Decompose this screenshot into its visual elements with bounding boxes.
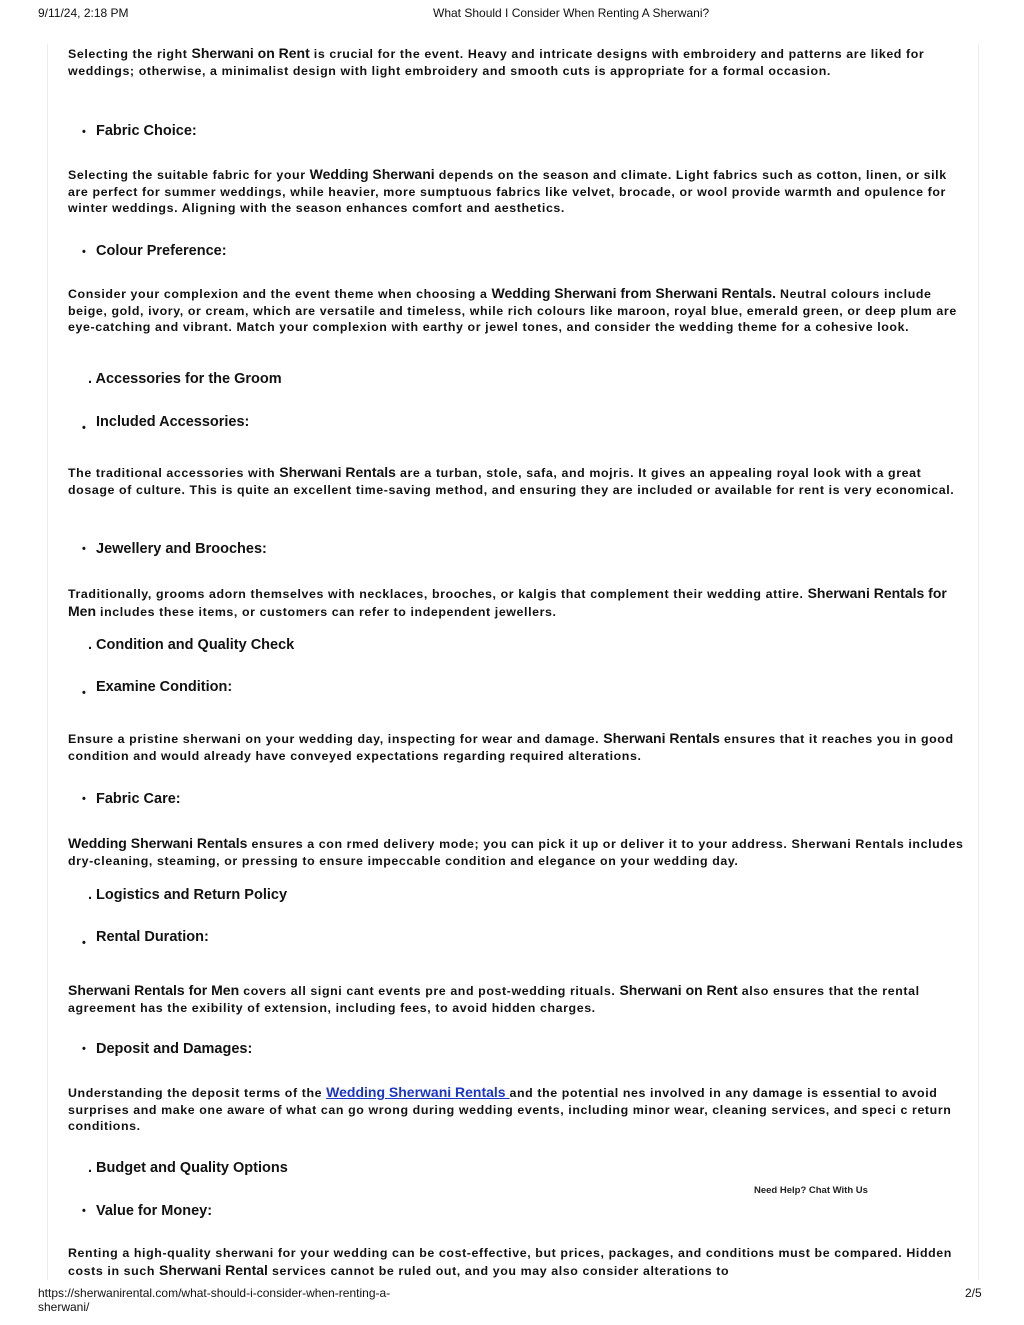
paragraph-condition: Ensure a pristine sherwani on your wedding day, inspecting for wear and damage. Sherwani Rentals ensures that it reaches you in good condition and would already have conveyed expectations regarding required alterations.: [68, 730, 954, 763]
paragraph-jewellery: Traditionally, grooms adorn themselves with necklaces, brooches, or kalgis that complement their wedding attire. Sherwani Rentals for Men includes these items, or customers can refer to independent jewellers.: [68, 585, 947, 619]
chat-help-label[interactable]: Need Help? Chat With Us: [754, 1185, 868, 1196]
bullet-icon: •: [82, 793, 86, 805]
paragraph-accessories: The traditional accessories with Sherwani Rentals are a turban, stole, safa, and mojris. It gives an appealing royal look with a great dosage of culture. This is quite an excellent time-saving method, and ensuring they are included or available for rent is very economical.: [68, 464, 955, 497]
heading-colour-preference: Colour Preference:: [96, 243, 227, 259]
paragraph-fabric: Selecting the suitable fabric for your Wedding Sherwani depends on the season and climate. Light fabrics such as cotton, linen, or silk are perfect for summer weddings, while heavier, more sumptuous fabrics like velvet, brocade, or wool provide warmth and opulence for winter weddings. Aligning with the season enhances comfort and aesthetics.: [68, 166, 947, 215]
section-budget: . Budget and Quality Options: [88, 1160, 288, 1176]
bullet-icon: •: [82, 1043, 86, 1055]
heading-fabric-care: Fabric Care:: [96, 791, 181, 807]
heading-examine-condition: Examine Condition:: [96, 679, 233, 695]
print-title: What Should I Consider When Renting A Sherwani?: [433, 6, 710, 20]
paragraph-colour: Consider your complexion and the event theme when choosing a Wedding Sherwani from Sherwani Rentals. Neutral colours include beige, gold, ivory, or cream, which are versatile and timeless, while rich colours like maroon, royal blue, emerald green, or deep plum are eye-catching and vibrant. Match your complexion with earthy or jewel tones, and consider the wedding theme for a cohesive look.: [68, 285, 957, 334]
paragraph-design: Selecting the right Sherwani on Rent is crucial for the event. Heavy and intricate designs with embroidery and patterns are liked for weddings; otherwise, a minimalist design with light embroidery and smooth cuts is appropriate for a formal occasion.: [68, 45, 925, 78]
paragraph-rental-duration: Sherwani Rentals for Men covers all signi cant events pre and post-wedding rituals. Sherwani on Rent also ensures that the rental agreement has the exibility of extension, including fees, to avoid hidden charges.: [68, 982, 920, 1015]
heading-value-for-money: Value for Money:: [96, 1203, 213, 1219]
bullet-icon: •: [82, 126, 86, 138]
bullet-icon: •: [82, 246, 86, 258]
print-url: [38, 1286, 390, 1314]
bullet-icon: •: [82, 1205, 86, 1217]
bullet-icon: •: [82, 687, 86, 699]
wedding-sherwani-rentals-link[interactable]: Wedding Sherwani Rentals: [326, 1084, 510, 1100]
heading-jewellery: Jewellery and Brooches:: [96, 541, 267, 557]
bullet-icon: •: [82, 543, 86, 555]
section-logistics: . Logistics and Return Policy: [88, 887, 288, 903]
paragraph-deposit: Understanding the deposit terms of the Wedding Sherwani Rentals and the potential nes involved in any damage is essential to avoid surprises and make one aware of what can go wrong during wedding events, including minor wear, cleaning services, and speci c return conditions.: [68, 1084, 952, 1133]
print-page-number: 2/5: [965, 1286, 982, 1300]
heading-fabric-choice: Fabric Choice:: [96, 123, 197, 139]
heading-included-accessories: Included Accessories:: [96, 414, 250, 430]
heading-deposit: Deposit and Damages:: [96, 1041, 253, 1057]
section-condition: . Condition and Quality Check: [88, 637, 295, 653]
paragraph-fabric-care: Wedding Sherwani Rentals ensures a con rmed delivery mode; you can pick it up or deliver it to your address. Sherwani Rentals includes dry-cleaning, steaming, or pressing to ensure impeccable condition and elegance on your wedding day.: [68, 835, 964, 868]
paragraph-value: Renting a high-quality sherwani for your wedding can be cost-effective, but prices, packages, and conditions must be compared. Hidden costs in such Sherwani Rental services cannot be ruled out, and you may also consider alterations to: [68, 1246, 952, 1278]
bullet-icon: •: [82, 937, 86, 949]
print-datetime: 9/11/24, 2:18 PM: [38, 6, 129, 20]
print-url-line2: sherwani/: [38, 1300, 90, 1314]
section-accessories: . Accessories for the Groom: [88, 371, 282, 387]
bullet-icon: •: [82, 422, 86, 434]
heading-rental-duration: Rental Duration:: [96, 929, 209, 945]
print-url-line1: https://sherwanirental.com/what-should-i-consider-when-renting-a-: [38, 1286, 391, 1300]
